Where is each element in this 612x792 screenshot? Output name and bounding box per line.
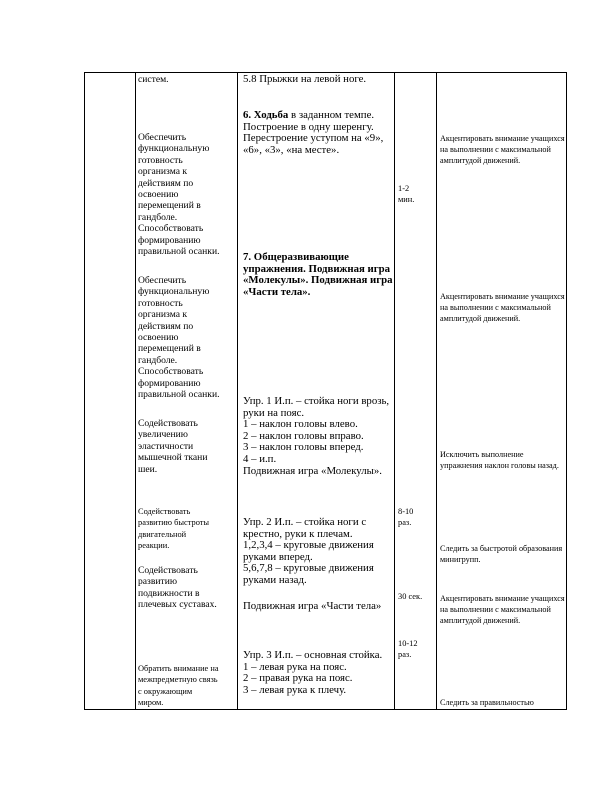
note-text-2: Акцентировать внимание учащихся на выполнении с максимальной амплитудой движений. xyxy=(440,292,565,324)
content-block-1 xyxy=(243,110,393,156)
note-text-6: Следить за правильностью xyxy=(440,698,534,707)
content-text-1: в заданном темпе. Построение в одну шеренгу. Перестроение уступом на «9», «6», «3», «на месте». xyxy=(243,109,384,156)
table-border-right xyxy=(566,72,567,710)
content-text-5: Подвижная игра «Части тела» xyxy=(243,600,382,612)
content-text-2: 7. Общеразвивающие упражнения. Подвижная игра «Молекулы». Подвижная игра «Части тела». xyxy=(243,251,393,298)
content-heading-1: 6. Ходьба xyxy=(243,109,289,121)
note-text-5: Акцентировать внимание учащихся на выполнении с максимальной амплитудой движений. xyxy=(440,594,565,626)
table-border-left xyxy=(84,72,85,710)
dose-text-6: 10-12 раз. xyxy=(398,639,418,659)
goal-text-0: систем. xyxy=(138,74,169,85)
table-divider-2 xyxy=(237,72,238,710)
goal-text-2: Обеспечить функциональную готовность организма к действиям по освоению перемещений в гандболе. Способствовать формированию правильной осанки. xyxy=(138,275,220,401)
goal-text-6: Обратить внимание на межпредметную связь с окружающим миром. xyxy=(138,664,219,708)
table-divider-3 xyxy=(394,72,395,710)
note-text-1: Акцентировать внимание учащихся на выполнении с максимальной амплитудой движений. xyxy=(440,134,565,166)
content-text-0: 5.8 Прыжки на левой ноге. xyxy=(243,73,367,85)
table-divider-1 xyxy=(135,72,136,710)
goal-text-5: Содействовать развитию подвижности в плечевых суставах. xyxy=(138,565,217,611)
content-text-4: Упр. 2 И.п. – стойка ноги с крестно, руки к плечам. 1,2,3,4 – круговые движения руками вперед. 5,6,7,8 – круговые движения руками назад. xyxy=(243,516,374,586)
goal-text-3: Содействовать увеличению эластичности мышечной ткани шеи. xyxy=(138,418,208,475)
dose-text-4: 8-10 раз. xyxy=(398,507,414,527)
goal-text-4: Содействовать развитию быстроты двигательной реакции. xyxy=(138,507,210,551)
table-divider-4 xyxy=(436,72,437,710)
dose-text-5: 30 сек. xyxy=(398,592,423,601)
note-text-4: Следить за быстротой образования минигрупп. xyxy=(440,544,563,565)
content-text-3: Упр. 1 И.п. – стойка ноги врозь, руки на пояс. 1 – наклон головы влево. 2 – наклон головы вправо. 3 – наклон головы вперед. 4 – и.п. Подвижная игра «Молекулы». xyxy=(243,395,390,477)
content-text-6: Упр. 3 И.п. – основная стойка. 1 – левая рука на пояс. 2 – правая рука на пояс. 3 – левая рука к плечу. xyxy=(243,649,383,696)
goal-text-1: Обеспечить функциональную готовность организма к действиям по освоению перемещений в гандболе. Способствовать формированию правильной осанки. xyxy=(138,132,220,258)
dose-text-1: 1-2 мин. xyxy=(398,184,415,204)
content-heading-2 xyxy=(243,252,393,298)
note-text-3: Исключить выполнение упражнения наклон головы назад. xyxy=(440,450,559,471)
table-bottom-border xyxy=(84,709,567,710)
